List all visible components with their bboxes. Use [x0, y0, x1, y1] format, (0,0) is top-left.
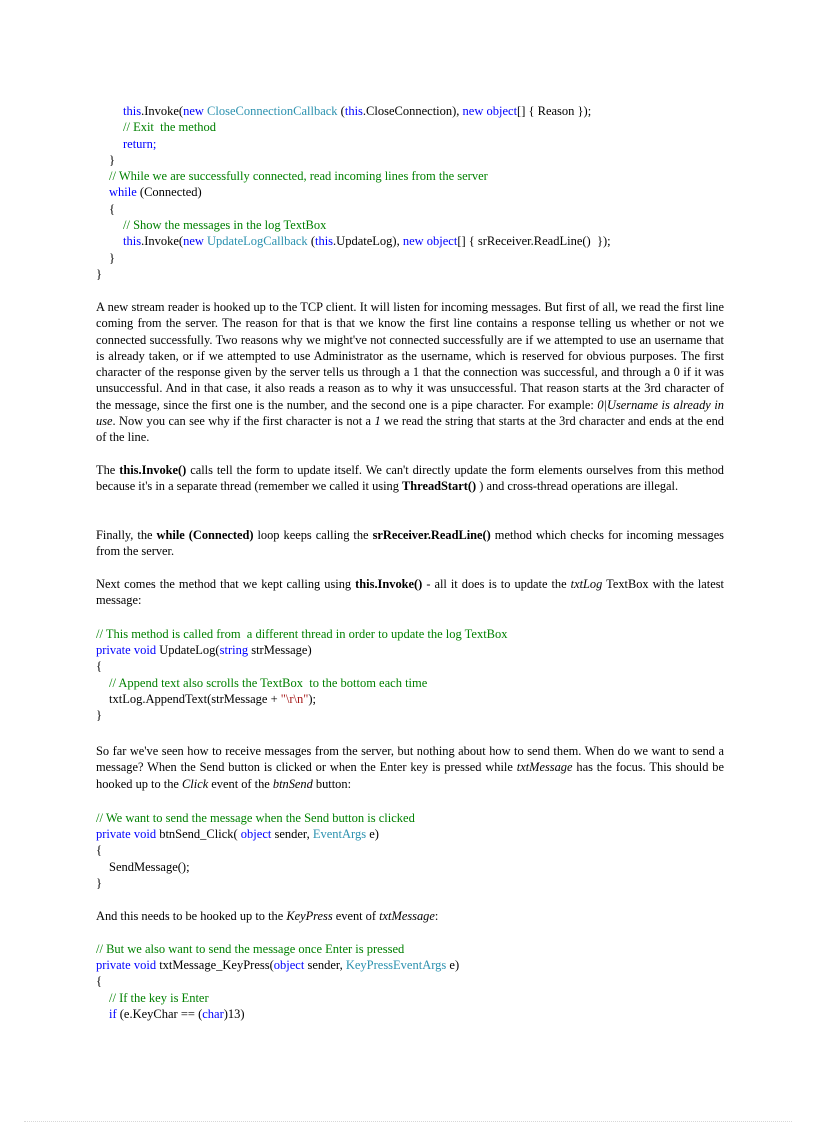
code-token: new [183, 104, 204, 118]
code-line: } [109, 153, 115, 167]
paragraph-keypress: And this needs to be hooked up to the KeyPress event of txtMessage: [96, 909, 439, 923]
code-line: { [96, 974, 102, 988]
code-line: this.Invoke(new UpdateLogCallback (this.UpdateLog), new object[] { srReceiver.ReadLine() }); [123, 234, 611, 248]
code-comment: // If the key is Enter [109, 991, 209, 1005]
code-comment: // Exit the method [123, 120, 217, 134]
code-token: new [462, 104, 484, 118]
code-line: SendMessage(); [109, 860, 190, 874]
code-comment: // Show the messages in the log TextBox [123, 218, 327, 232]
code-line: { [109, 202, 115, 216]
code-line: txtLog.AppendText(strMessage + "\r\n"); [109, 692, 316, 706]
code-token: this [344, 104, 363, 118]
code-line: if (e.KeyChar == (char)13) [109, 1007, 245, 1021]
code-line: private void btnSend_Click( object sender, EventArgs e) [96, 827, 379, 841]
paragraph-send-message: So far we've seen how to receive messages from the server, but nothing about how to send them. When do we want to send a message? When the Send button is clicked or when the Enter key is pressed while txtMessage has the focus. This should be hooked up to the Click event of the btnSend button: [96, 744, 724, 791]
code-token: CloseConnectionCallback [207, 104, 338, 118]
page-bottom-divider [24, 1121, 792, 1122]
paragraph-while-loop: Finally, the while (Connected) loop keeps calling the srReceiver.ReadLine() method which checks for incoming messages from the server. [96, 528, 725, 559]
code-line: } [96, 708, 102, 722]
code-line: { [96, 843, 102, 857]
code-line: while (Connected) [109, 185, 202, 199]
paragraph-invoke: The this.Invoke() calls tell the form to update itself. We can't directly update the form elements ourselves from this method because it's in a separate thread (remember we called it using ThreadStart() ) and cross-thread operations are illegal. [96, 463, 724, 494]
paragraph-stream-reader: A new stream reader is hooked up to the TCP client. It will listen for incoming messages. But first of all, we read the first line coming from the server. The reason for that is that we know the first line contains a response telling us whether or not we connected successfully. Two reasons why we might've not connected successfully are if we attempted to use an username that is already taken, or if we attempted to use Administrator as the username, which is reserved for obvious purposes. The first character of the response given by the server tells us through a 1 that the connection was successful, and through a 0 if it was unsuccessful. And in that case, it also reads a reason as to why it was unsuccessful. That reason starts at the 3rd character of the message, since the first one is the number, and the second one is a pipe character. For example: 0|Username is already in use. Now you can see why if the first character is not a 1 we read the string that starts at the 3rd character and ends at the end of the line. [96, 300, 724, 445]
code-comment: // Append text also scrolls the TextBox to the bottom each time [109, 676, 428, 690]
code-line: return; [123, 137, 157, 151]
code-token: .Invoke( [141, 104, 184, 118]
paragraph-update-log: Next comes the method that we kept calling using this.Invoke() - all it does is to update the txtLog TextBox with the latest message: [96, 577, 724, 608]
code-token: this [123, 104, 142, 118]
code-line: } [96, 876, 102, 890]
code-line: { [96, 659, 102, 673]
code-comment: // While we are successfully connected, read incoming lines from the server [109, 169, 488, 183]
code-comment: // We want to send the message when the Send button is clicked [96, 811, 415, 825]
code-line: private void UpdateLog(string strMessage) [96, 643, 312, 657]
code-comment: // But we also want to send the message once Enter is pressed [96, 942, 405, 956]
code-comment: // This method is called from a different thread in order to update the log TextBox [96, 627, 508, 641]
code-line: } [96, 267, 102, 281]
code-token: .CloseConnection), [362, 104, 463, 118]
code-line: this.Invoke(new CloseConnectionCallback (this.CloseConnection), new object[] { Reason }); [123, 104, 592, 118]
code-token: object [486, 104, 518, 118]
code-line: } [109, 251, 115, 265]
code-token: [] { Reason }); [517, 104, 592, 118]
code-line: private void txtMessage_KeyPress(object sender, KeyPressEventArgs e) [96, 958, 460, 972]
